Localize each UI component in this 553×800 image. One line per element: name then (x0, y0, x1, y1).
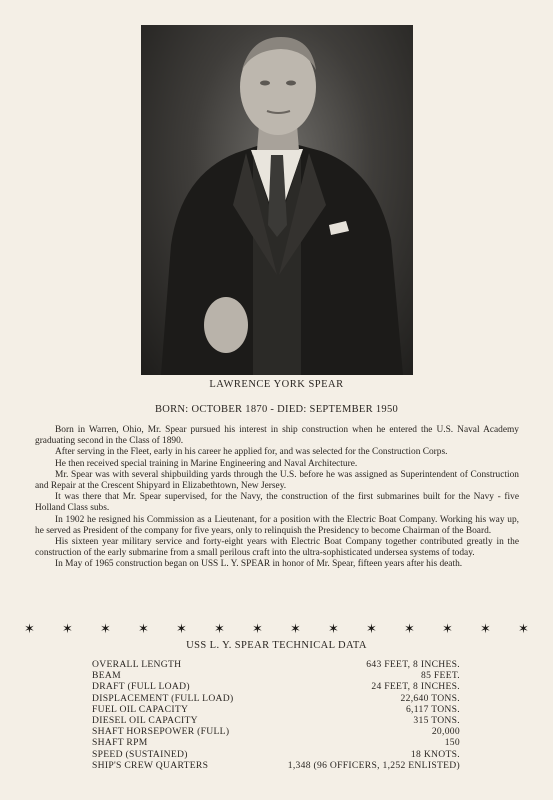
spec-value: 18 KNOTS. (410, 748, 460, 760)
bio-paragraph: His sixteen year military service and forty-eight years with Electric Boat Company together contributed greatly in the construction of the early submarine from a small perilous craft into the ultra-sophisticated undersea systems of today. (35, 537, 519, 559)
star-icon: ✶ (480, 621, 491, 636)
spec-label: FUEL OIL CAPACITY (92, 703, 189, 715)
bio-paragraph: Born in Warren, Ohio, Mr. Spear pursued his interest in ship construction when he entered the U.S. Naval Academy graduating second in the Class of 1890. (35, 425, 519, 447)
bio-paragraph: After serving in the Fleet, early in his career he applied for, and was selected for the Construction Corps. (55, 447, 448, 458)
spec-row (92, 659, 460, 670)
bio-paragraph: He then received special training in Marine Engineering and Naval Architecture. (55, 458, 358, 469)
star-icon: ✶ (328, 621, 339, 636)
star-icon: ✶ (62, 621, 73, 636)
bio-paragraph: Mr. Spear was with several shipbuilding yards through the U.S. before he was assigned as Superintendent of Construction and Repair at the Crescent Shipyard in Elizabethtown, New Jersey. (35, 469, 519, 492)
bio-paragraph: It was there that Mr. Spear supervised, for the Navy, the construction of the first submarines built for the Navy - five Holland Class subs. (35, 492, 519, 514)
star-icon: ✶ (24, 621, 35, 636)
spec-label: SHAFT RPM (92, 737, 148, 749)
star-icon: ✶ (442, 621, 453, 636)
portrait-caption: LAWRENCE YORK SPEAR (209, 379, 344, 390)
star-icon: ✶ (176, 621, 187, 636)
spec-label: DISPLACEMENT (FULL LOAD) (92, 692, 234, 704)
technical-data-table (92, 659, 460, 771)
spec-value: 85 FEET. (421, 670, 460, 682)
spec-value: 24 FEET, 8 INCHES. (371, 681, 460, 693)
technical-data-title: USS L. Y. SPEAR TECHNICAL DATA (186, 640, 367, 651)
spec-row (92, 737, 460, 748)
star-icon: ✶ (100, 621, 111, 636)
birth-death-dates: BORN: OCTOBER 1870 - DIED: SEPTEMBER 1950 (154, 404, 399, 415)
spec-row (92, 715, 460, 726)
spec-label: BEAM (92, 670, 121, 682)
spec-label: DRAFT (FULL LOAD) (92, 681, 190, 693)
star-icon: ✶ (518, 621, 529, 636)
star-icon: ✶ (404, 621, 415, 636)
spec-value: 315 TONS. (413, 715, 460, 727)
spec-label: SHIP'S CREW QUARTERS (92, 759, 209, 771)
star-divider (24, 621, 529, 637)
spec-value: 150 (444, 737, 460, 749)
star-icon: ✶ (138, 621, 149, 636)
portrait-illustration (141, 25, 413, 375)
star-icon: ✶ (290, 621, 301, 636)
spec-label: SHAFT HORSEPOWER (FULL) (92, 726, 230, 738)
biography (35, 425, 519, 571)
spec-value: 22,640 TONS. (400, 692, 460, 704)
portrait-photo (141, 25, 413, 375)
spec-row (92, 704, 460, 715)
spec-row (92, 681, 460, 692)
star-icon: ✶ (252, 621, 263, 636)
spec-row (92, 760, 460, 771)
spec-row (92, 670, 460, 681)
spec-row (92, 749, 460, 760)
bio-paragraph: In 1902 he resigned his Commission as a Lieutenant, for a position with the Electric Boat Company. Working his way up, he served as President of the company for five years, only to relinquish the Presidency to become Chairman of the Board. (35, 514, 519, 536)
spec-value: 1,348 (96 OFFICERS, 1,252 ENLISTED) (287, 759, 460, 771)
spec-label: SPEED (SUSTAINED) (92, 748, 188, 760)
spec-value: 20,000 (431, 726, 460, 738)
spec-row (92, 726, 460, 737)
bio-paragraph: In May of 1965 construction began on USS L. Y. SPEAR in honor of Mr. Spear, fifteen years after his death. (55, 559, 463, 570)
spec-label: DIESEL OIL CAPACITY (92, 715, 198, 727)
spec-row (92, 693, 460, 704)
spec-value: 643 FEET, 8 INCHES. (366, 659, 460, 670)
star-icon: ✶ (366, 621, 377, 636)
spec-value: 6,117 TONS. (405, 703, 460, 715)
spec-label: OVERALL LENGTH (92, 659, 182, 670)
star-icon: ✶ (214, 621, 225, 636)
